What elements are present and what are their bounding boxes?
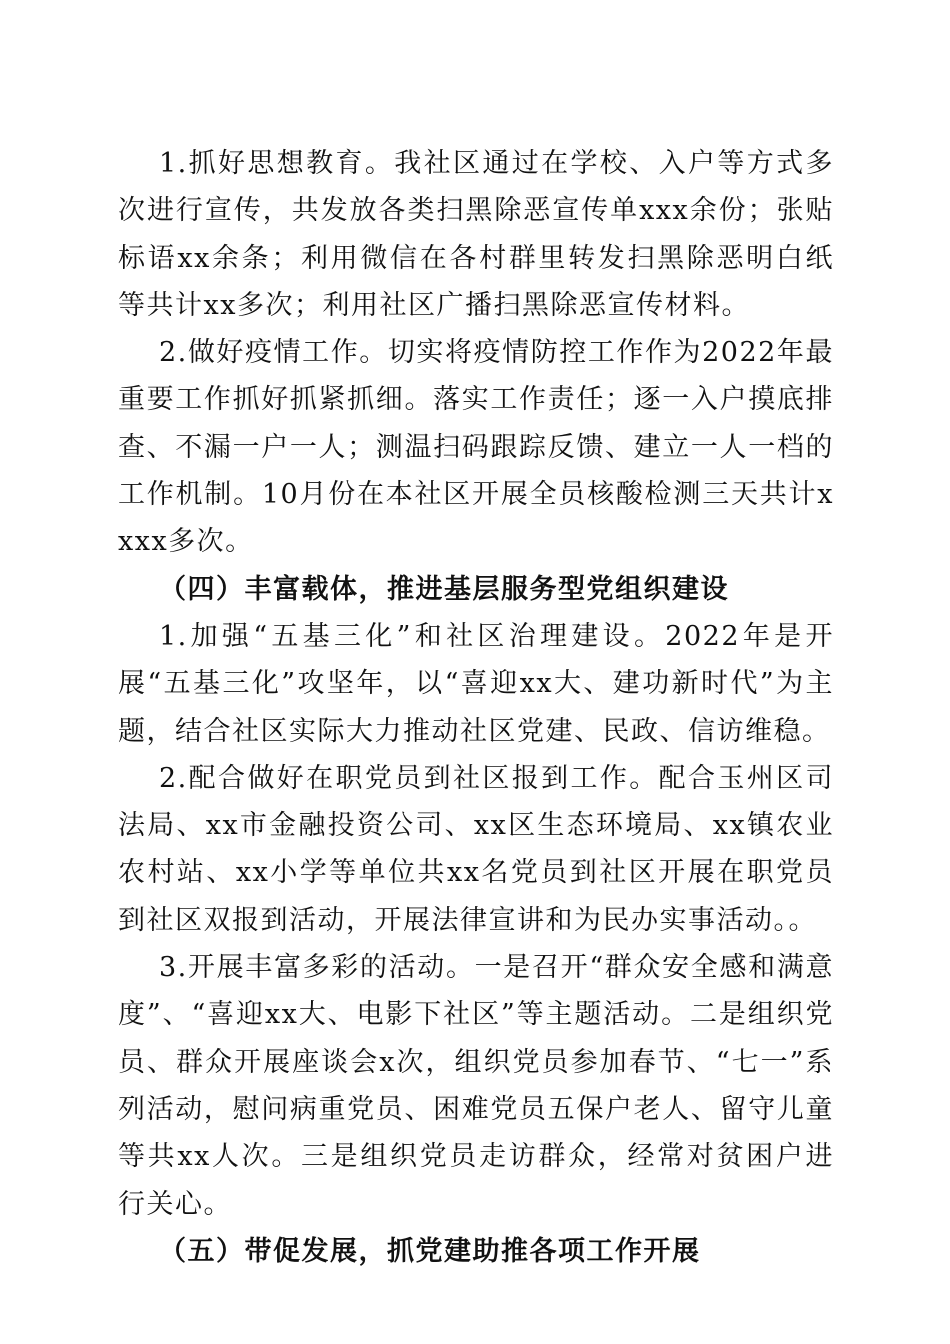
paragraph-community-governance: 1.加强“五基三化”和社区治理建设。2022年是开展“五基三化”攻坚年，以“喜迎xx大、建功新时代”为主题，结合社区实际大力推动社区党建、民政、信访维稳。 [118,620,834,747]
paragraph-activities: 3.开展丰富多彩的活动。一是召开“群众安全感和满意度”、“喜迎xx大、电影下社区”等主题活动。二是组织党员、群众开展座谈会x次，组织党员参加春节、“七一”系列活动，慰问病重党员、困难党员五保户老人、留守儿童等共xx人次。三是组织党员走访群众，经常对贫困户进行关心。 [118,952,834,1220]
section-heading-five: （五）带促发展，抓党建助推各项工作开展 [159,1235,701,1267]
paragraph-ideological-education: 1.抓好思想教育。我社区通过在学校、入户等方式多次进行宣传，共发放各类扫黑除恶宣传单xxx余份；张贴标语xx余条；利用微信在各村群里转发扫黑除恶明白纸等共计xx多次；利用社区广播扫黑除恶宣传材料。 [118,148,834,321]
paragraph-party-member-report: 2.配合做好在职党员到社区报到工作。配合玉州区司法局、xx市金融投资公司、xx区生态环境局、xx镇农业农村站、xx小学等单位共xx名党员到社区开展在职党员到社区双报到活动，开展法律宣讲和为民办实事活动。。 [118,762,834,936]
document-body [118,140,834,1275]
section-heading-four: （四）丰富载体，推进基层服务型党组织建设 [159,573,729,605]
paragraph-epidemic-work: 2.做好疫情工作。切实将疫情防控工作作为2022年最重要工作抓好抓紧抓细。落实工作责任；逐一入户摸底排查、不漏一户一人；测温扫码跟踪反馈、建立一人一档的工作机制。10月份在本社区开展全员核酸检测三天共计xxxx多次。 [118,337,834,558]
